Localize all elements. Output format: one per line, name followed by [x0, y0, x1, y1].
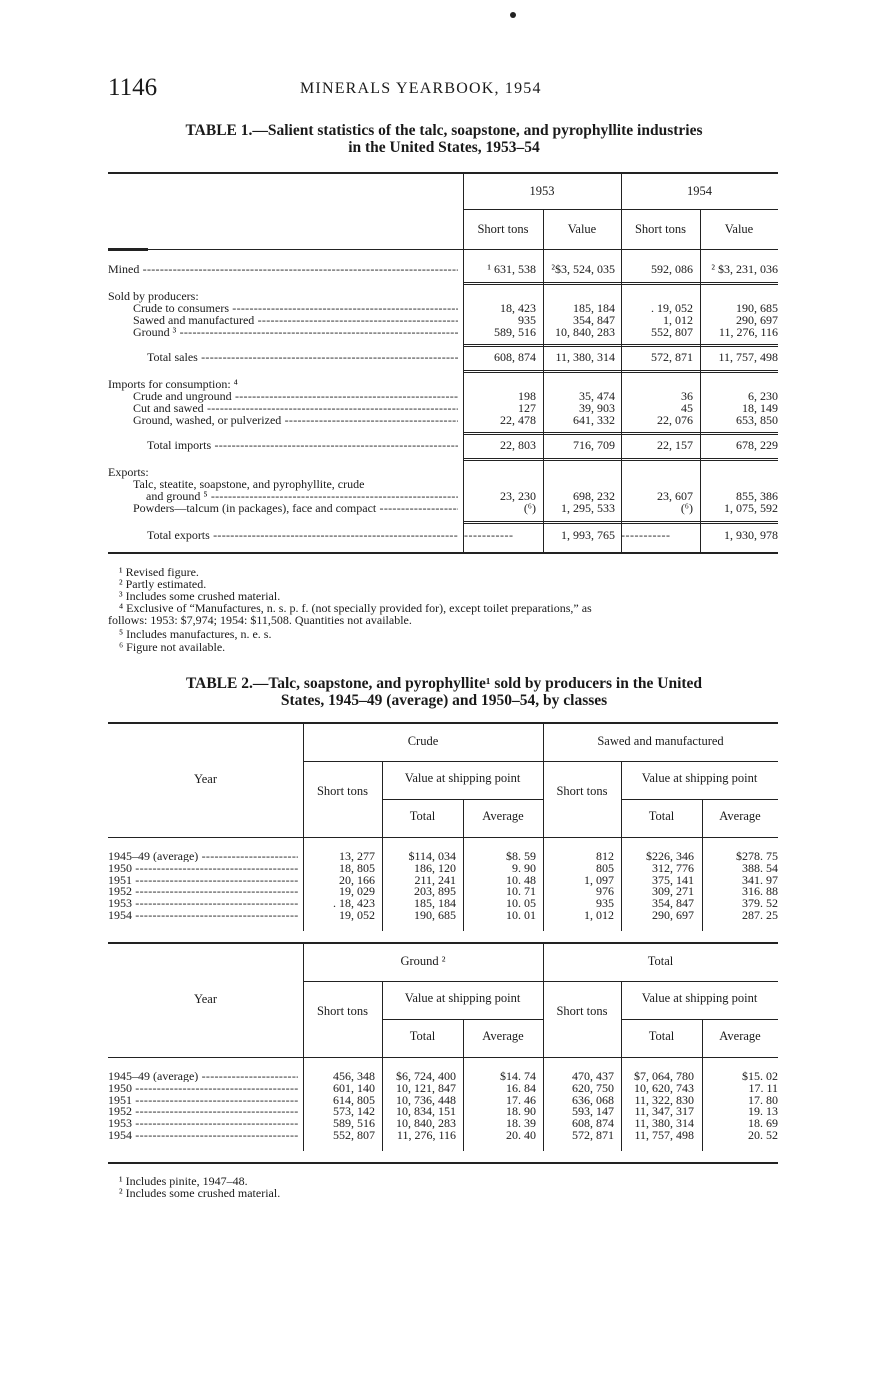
table2-cell: 11, 322, 830: [634, 1092, 694, 1107]
table2-value-header: Value at shipping point: [404, 771, 521, 785]
table2-average-header: Average: [482, 1029, 524, 1043]
table1-empty-cell: -----------: [621, 528, 671, 542]
page-number: 1146: [108, 74, 158, 101]
table2-average-header: Average: [719, 809, 761, 823]
table1-cell: 23, 607: [657, 489, 693, 503]
table2-cell: 593, 147: [572, 1104, 614, 1119]
table2-cell: 388. 54: [742, 860, 778, 875]
rule-line: [463, 284, 778, 285]
table2-row-year: 1950 -----: [108, 862, 298, 874]
running-head: MINERALS YEARBOOK, 1954: [300, 80, 542, 97]
rule-line: [463, 521, 778, 522]
rule-line: [463, 370, 778, 371]
rule-line: [463, 372, 778, 373]
table1-cell: 18, 149: [742, 401, 778, 415]
table2-cell: 1, 097: [584, 872, 614, 887]
table2-cell: 312, 776: [652, 860, 694, 875]
table2-cell: 805: [596, 860, 614, 875]
table1-footnote: ² Partly estimated.: [119, 577, 207, 591]
table2-cell: 1, 012: [584, 908, 614, 922]
table1-row-label: Ground ³ -----: [133, 326, 458, 339]
table1-row-label: Total exports -----: [147, 529, 458, 542]
table2-cell: 186, 120: [414, 860, 456, 875]
table1-cell: 572, 871: [651, 350, 693, 364]
table2-cell: 10, 736, 448: [396, 1092, 456, 1107]
table1-cell: 678, 229: [736, 438, 778, 452]
table2-footnote: ¹ Includes pinite, 1947–48.: [119, 1174, 248, 1188]
table2-cell: 935: [596, 896, 614, 911]
rule-line: [621, 799, 778, 800]
table2-cell: $226, 346: [646, 849, 694, 863]
table1-cell: 23, 230: [500, 489, 536, 503]
table1-row-label: Total sales -----: [147, 351, 458, 364]
table2-value-header: Value at shipping point: [641, 991, 758, 1005]
table1-cell: ²$3, 524, 035: [551, 262, 615, 276]
table2-cell: 601, 140: [333, 1080, 375, 1095]
rule-line: [463, 458, 778, 459]
table1-year-1953: 1953: [529, 184, 555, 198]
table2-average-header: Average: [482, 809, 524, 823]
table2-title-line2: States, 1945–49 (average) and 1950–54, by classes: [280, 692, 608, 709]
rule-line: [108, 722, 778, 724]
table2-cell: 17. 46: [506, 1092, 536, 1107]
table1-cell: (⁶): [523, 501, 536, 515]
table2-cell: $8. 59: [506, 849, 536, 863]
table2-row-year: 1953 -----: [108, 1117, 298, 1129]
table1-cell: 45: [681, 401, 693, 415]
table2-cell: 10. 01: [506, 908, 536, 922]
table1-cell: . 19, 052: [651, 301, 693, 315]
table2-cell: 552, 807: [333, 1128, 375, 1142]
table2-cell: 190, 685: [414, 908, 456, 922]
table2-cell: 589, 516: [333, 1116, 375, 1131]
table2-row-year: 1951 -----: [108, 874, 298, 886]
table2-cell: $14. 74: [500, 1069, 536, 1083]
table1-cell: 22, 803: [500, 438, 536, 452]
table2-cell: 10. 48: [506, 872, 536, 887]
table2-row-year: 1952 -----: [108, 1105, 298, 1117]
table1-cell: 641, 332: [573, 413, 615, 427]
table2-cell: 17. 80: [748, 1092, 778, 1107]
table2-cell: 11, 757, 498: [634, 1128, 694, 1142]
table2-cell: 10, 121, 847: [396, 1080, 456, 1095]
table2-group-b-header: Sawed and manufactured: [597, 734, 724, 748]
rule-line: [303, 761, 778, 762]
table1-row-label: Sold by producers:: [108, 289, 199, 303]
table2-cell: 18. 90: [506, 1104, 536, 1119]
table2-cell: 10, 620, 743: [634, 1080, 694, 1095]
table2-cell: 20, 166: [339, 872, 375, 887]
table2-cell: $6, 724, 400: [396, 1069, 456, 1083]
table2-value-header: Value at shipping point: [404, 991, 521, 1005]
table2-row-year: 1951 -----: [108, 1094, 298, 1106]
rule-line: [108, 942, 778, 944]
table1-year-1954: 1954: [687, 184, 712, 198]
table2-cell: 316. 88: [742, 884, 778, 899]
table1-cell: 36: [681, 389, 693, 403]
table1-footnote: ⁶ Figure not available.: [119, 640, 226, 654]
table2-row-year: 1954 -----: [108, 1129, 298, 1141]
rule-line: [303, 981, 778, 982]
table2-row-year: 1954 -----: [108, 909, 298, 921]
table1-row-label: Mined -----: [108, 263, 458, 276]
table1-cell: 1, 993, 765: [561, 528, 615, 542]
table2-cell: 573, 142: [333, 1104, 375, 1119]
table1-row-label: Crude and unground -----: [133, 390, 458, 403]
table1-cell: 653, 850: [736, 413, 778, 427]
table1-cell: 716, 709: [573, 438, 615, 452]
table1-row-label: Talc, steatite, soapstone, and pyrophyllite, crude: [133, 477, 365, 491]
table1-cell: 855, 386: [736, 489, 778, 503]
table2-total-header: Total: [648, 1029, 675, 1043]
table1-col-short-tons-1953: Short tons: [477, 222, 529, 236]
table1-cell: 35, 474: [579, 389, 615, 403]
table2-cell: 19, 052: [339, 908, 375, 922]
table2-cell: 620, 750: [572, 1080, 614, 1095]
table1-cell: 22, 478: [500, 413, 536, 427]
table2-cell: 354, 847: [652, 896, 694, 911]
table2-cell: 287. 25: [742, 908, 778, 922]
table2-short-tons-header: Short tons: [316, 784, 369, 798]
table1-empty-cell: -----------: [464, 528, 514, 542]
table1-row-label: Imports for consumption: ⁴: [108, 377, 238, 391]
table2-cell: . 18, 423: [333, 896, 375, 911]
table2-cell: 19. 13: [748, 1104, 778, 1119]
table2-cell: $7, 064, 780: [634, 1069, 694, 1083]
table2-short-tons-header: Short tons: [556, 1004, 608, 1018]
table2-cell: 18, 805: [339, 860, 375, 875]
rule-line: [463, 344, 778, 345]
table1-title-line2: in the United States, 1953–54: [348, 139, 540, 156]
table1-footnote: ¹ Revised figure.: [119, 565, 199, 579]
table2-cell: $278. 75: [736, 849, 778, 863]
table1-footnote: follows: 1953: $7,974; 1954: $11,508. Quantities not available.: [108, 613, 412, 627]
table1-col-value-1954: Value: [724, 222, 754, 236]
page-mark: [510, 12, 516, 18]
table1-cell: 589, 516: [494, 325, 536, 339]
table2-cell: 9. 90: [512, 860, 536, 875]
rule-line: [463, 523, 778, 524]
table1-footnote: ⁵ Includes manufactures, n. e. s.: [119, 627, 272, 641]
table2-cell: 10. 05: [506, 896, 536, 911]
table1-cell: 18, 423: [500, 301, 536, 315]
table2-cell: 10, 834, 151: [396, 1104, 456, 1119]
table2-row-year: 1945–49 (average) -----: [108, 850, 298, 862]
table2-cell: 203, 895: [414, 884, 456, 899]
table1-row-label: Exports:: [108, 465, 149, 479]
table1-cell: 1, 012: [663, 313, 693, 327]
table2-row-year: 1953 -----: [108, 897, 298, 909]
table2-cell: 19, 029: [339, 884, 375, 899]
table2-cell: 375, 141: [652, 872, 694, 887]
table2-cell: 20. 40: [506, 1128, 536, 1142]
table2-cell: 18. 39: [506, 1116, 536, 1131]
table2-group-b-header: Total: [647, 954, 674, 968]
table2-row-year: 1952 -----: [108, 885, 298, 897]
table2-cell: 10. 71: [506, 884, 536, 899]
table2-cell: 608, 874: [572, 1116, 614, 1131]
table2-average-header: Average: [719, 1029, 761, 1043]
table1-col-value-1953: Value: [567, 222, 597, 236]
table1-cell: 935: [518, 313, 536, 327]
table2-cell: 11, 380, 314: [634, 1116, 694, 1131]
table1-cell: 22, 076: [657, 413, 693, 427]
table1-cell: 698, 232: [573, 489, 615, 503]
table2-cell: 20. 52: [748, 1128, 778, 1142]
table1-cell: 1, 930, 978: [724, 528, 778, 542]
rule-line: [463, 432, 778, 433]
table2-cell: 614, 805: [333, 1092, 375, 1107]
table1-cell: 39, 903: [579, 401, 615, 415]
table1-cell: 127: [518, 401, 536, 415]
table2-cell: 470, 437: [572, 1069, 614, 1083]
table2-cell: 16. 84: [506, 1080, 536, 1095]
table1-title-line1: TABLE 1.—Salient statistics of the talc, soapstone, and pyrophyllite industries: [185, 122, 703, 139]
table1-cell: 198: [518, 389, 536, 403]
table1-cell: ² $3, 231, 036: [711, 262, 778, 276]
table2-cell: 309, 271: [652, 884, 694, 899]
table1-cell: 354, 847: [573, 313, 615, 327]
table2-value-header: Value at shipping point: [641, 771, 758, 785]
table2-year-header: Year: [193, 772, 218, 786]
table1-cell: 11, 276, 116: [718, 325, 778, 339]
table1-row-label: Total imports -----: [147, 439, 458, 452]
table2-short-tons-header: Short tons: [316, 1004, 369, 1018]
table1-row-label: Powders—talcum (in packages), face and compact -----: [133, 502, 458, 515]
table2-cell: 976: [596, 884, 614, 899]
table1-cell: ¹ 631, 538: [487, 262, 536, 276]
table2-total-header: Total: [648, 809, 675, 823]
table2-footnote: ² Includes some crushed material.: [119, 1186, 281, 1200]
table2-cell: 17. 11: [748, 1080, 778, 1095]
table2-cell: 18. 69: [748, 1116, 778, 1131]
table2-row-year: 1945–49 (average) -----: [108, 1070, 298, 1082]
table2-title-line1: TABLE 2.—Talc, soapstone, and pyrophyllite¹ sold by producers in the United: [185, 675, 703, 692]
rule-line: [108, 1162, 778, 1164]
table2-year-header: Year: [193, 992, 218, 1006]
rule-line: [621, 1019, 778, 1020]
table2-cell: 10, 840, 283: [396, 1116, 456, 1131]
table2-total-header: Total: [409, 1029, 436, 1043]
table1-cell: 608, 874: [494, 350, 536, 364]
table2-cell: 572, 871: [572, 1128, 614, 1142]
table2-cell: 290, 697: [652, 908, 694, 922]
table1-row-label: and ground ⁵ -----: [146, 490, 458, 503]
table2-short-tons-header: Short tons: [556, 784, 608, 798]
rule-line: [463, 434, 778, 435]
table1-cell: 11, 380, 314: [555, 350, 615, 364]
table1-cell: 10, 840, 283: [555, 325, 615, 339]
table1-cell: 11, 757, 498: [718, 350, 778, 364]
table1-cell: 290, 697: [736, 313, 778, 327]
rule-line: [463, 460, 778, 461]
table2-cell: 341. 97: [742, 872, 778, 887]
table1-row-label: Ground, washed, or pulverized -----: [133, 414, 458, 427]
table1-row-label: Cut and sawed -----: [133, 402, 458, 415]
table2-cell: 11, 347, 317: [634, 1104, 694, 1119]
table1-cell: 1, 075, 592: [724, 501, 778, 515]
table2-cell: $15. 02: [742, 1069, 778, 1083]
table1-cell: 22, 157: [657, 438, 693, 452]
table1-footnote: ³ Includes some crushed material.: [119, 589, 281, 603]
rule-line: [108, 1057, 778, 1058]
table2-cell: 211, 241: [414, 872, 456, 887]
table1-row-label: Sawed and manufactured -----: [133, 314, 458, 327]
table1-cell: 552, 807: [651, 325, 693, 339]
table2-group-a-header: Crude: [407, 734, 439, 748]
table2-total-header: Total: [409, 809, 436, 823]
table1-cell: 185, 184: [573, 301, 615, 315]
table2-cell: 636, 068: [572, 1092, 614, 1107]
table2-cell: $114, 034: [408, 849, 456, 863]
table2-cell: 13, 277: [339, 849, 375, 863]
table2-row-year: 1950 -----: [108, 1082, 298, 1094]
table1-cell: 592, 086: [651, 262, 693, 276]
table2-cell: 456, 348: [333, 1069, 375, 1083]
table2-cell: 11, 276, 116: [396, 1128, 456, 1142]
table2-cell: 185, 184: [414, 896, 456, 911]
table1-cell: 6, 230: [748, 389, 778, 403]
rule-line: [463, 346, 778, 347]
table1-row-label: Crude to consumers -----: [133, 302, 458, 315]
table1-col-short-tons-1954: Short tons: [634, 222, 687, 236]
table2-group-a-header: Ground ²: [400, 954, 446, 968]
table2-cell: 379. 52: [742, 896, 778, 911]
table1-cell: 190, 685: [736, 301, 778, 315]
table1-footnote: ⁴ Exclusive of “Manufactures, n. s. p. f. (not specially provided for), except toilet preparations,” as: [119, 601, 592, 615]
table1-cell: (⁶): [680, 501, 693, 515]
rule-line: [108, 837, 778, 838]
table1-cell: 1, 295, 533: [561, 501, 615, 515]
rule-line: [463, 282, 778, 283]
table2-cell: 812: [596, 849, 614, 863]
